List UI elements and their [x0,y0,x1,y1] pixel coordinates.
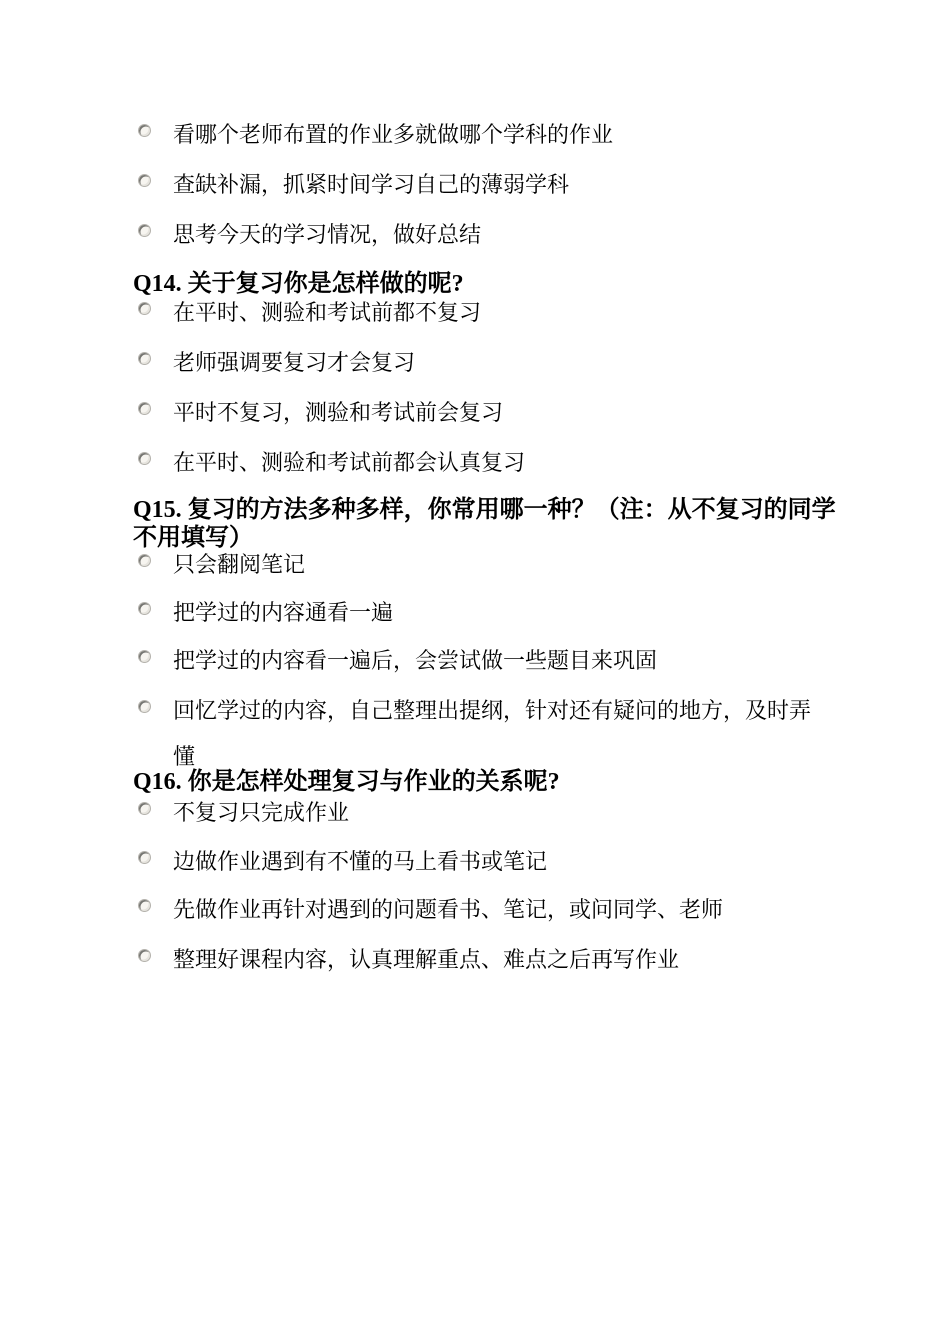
radio-button[interactable] [138,554,151,567]
option-label: 在平时、测验和考试前都不复习 [173,300,482,325]
question-title-q15: Q15. 复习的方法多种多样，你常用哪一种？（注：从不复习的同学不用填写） [133,497,836,551]
radio-button[interactable] [138,650,151,663]
radio-option[interactable] [138,399,503,427]
radio-option[interactable] [138,688,818,780]
option-label: 看哪个老师布置的作业多就做哪个学科的作业 [173,122,614,147]
radio-button[interactable] [138,851,151,864]
radio-button[interactable] [138,302,151,315]
radio-button[interactable] [138,402,151,415]
radio-option[interactable] [138,221,481,249]
radio-option[interactable] [138,946,679,974]
radio-option[interactable] [138,599,393,627]
option-label: 在平时、测验和考试前都会认真复习 [173,450,526,475]
radio-option[interactable] [138,896,723,924]
radio-option[interactable] [138,449,525,477]
radio-option[interactable] [138,647,657,675]
question-title-q16: Q16. 你是怎样处理复习与作业的关系呢? [133,769,560,795]
radio-button[interactable] [138,700,151,713]
radio-option[interactable] [138,799,349,827]
radio-button[interactable] [138,602,151,615]
radio-option[interactable] [138,848,547,876]
radio-option[interactable] [138,121,613,149]
radio-button[interactable] [138,124,151,137]
radio-button[interactable] [138,224,151,237]
question-title-q14: Q14. 关于复习你是怎样做的呢? [133,271,464,297]
radio-button[interactable] [138,352,151,365]
option-label: 平时不复习，测验和考试前会复习 [173,400,504,425]
radio-button[interactable] [138,174,151,187]
option-label: 先做作业再针对遇到的问题看书、笔记，或问同学、老师 [173,897,724,922]
radio-option[interactable] [138,171,569,199]
option-label: 只会翻阅笔记 [173,552,306,577]
radio-option[interactable] [138,551,305,579]
option-label: 把学过的内容看一遍后，会尝试做一些题目来巩固 [173,648,658,673]
option-label: 不复习只完成作业 [173,800,350,825]
option-label: 整理好课程内容，认真理解重点、难点之后再写作业 [173,947,680,972]
radio-button[interactable] [138,949,151,962]
option-label: 思考今天的学习情况，做好总结 [173,222,482,247]
option-label: 老师强调要复习才会复习 [173,350,416,375]
radio-option[interactable] [138,299,481,327]
option-label: 把学过的内容通看一遍 [173,600,394,625]
radio-button[interactable] [138,802,151,815]
option-label: 回忆学过的内容，自己整理出提纲，针对还有疑问的地方，及时弄懂 [173,698,812,769]
option-label: 查缺补漏，抓紧时间学习自己的薄弱学科 [173,172,570,197]
option-label: 边做作业遇到有不懂的马上看书或笔记 [173,849,548,874]
radio-button[interactable] [138,899,151,912]
radio-option[interactable] [138,349,415,377]
radio-button[interactable] [138,452,151,465]
